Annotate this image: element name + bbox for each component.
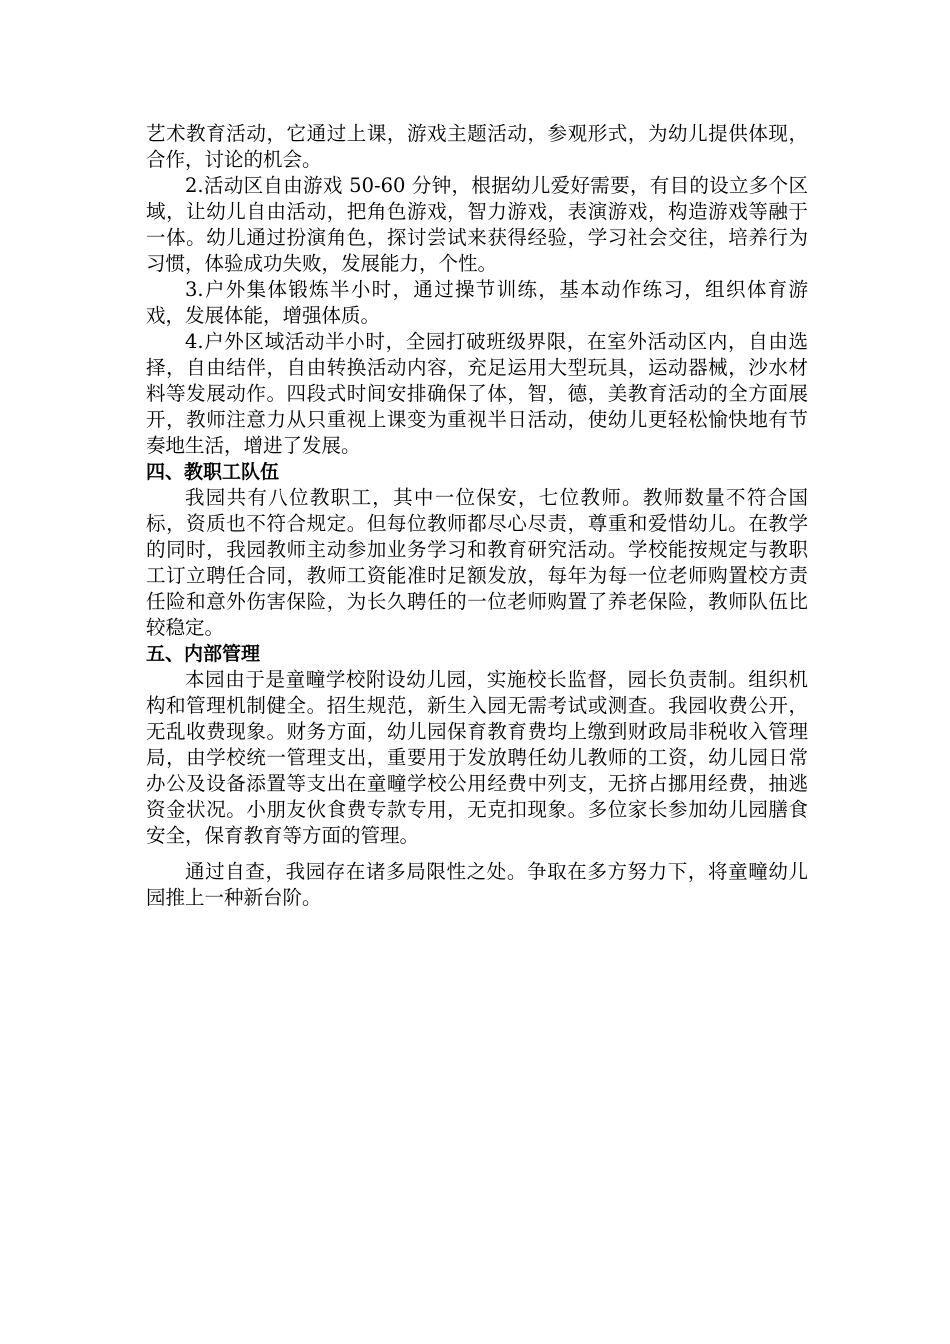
section-heading-management: 五、内部管理 <box>146 643 261 665</box>
paragraph-continued: 艺术教育活动，它通过上课，游戏主题活动，参观形式，为幼儿提供体现，合作，讨论的机会。 <box>146 122 808 171</box>
paragraph-item-3: 3.户外集体锻炼半小时，通过操节训练，基本动作练习，组织体育游戏，发展体能，增强体质。 <box>146 278 808 327</box>
paragraph-conclusion: 通过自查，我园存在诸多局限性之处。争取在多方努力下，将童疃幼儿园推上一种新台阶。 <box>146 860 808 909</box>
document-page <box>146 121 808 911</box>
paragraph-management: 本园由于是童疃学校附设幼儿园，实施校长监督，园长负责制。组织机构和管理机制健全。招生规范，新生入园无需考试或测查。我园收费公开，无乱收费现象。财务方面，幼儿园保育教育费均上缴到财政局非税收入管理局，由学校统一管理支出，重要用于发放聘任幼儿教师的工资，幼儿园日常办公及设备添置等支出在童疃学校公用经费中列支，无挤占挪用经费，抽逃资金状况。小朋友伙食费专款专用，无克扣现象。多位家长参加幼儿园膳食安全，保育教育等方面的管理。 <box>146 668 808 847</box>
section-heading-staff: 四、教职工队伍 <box>146 461 280 483</box>
paragraph-item-4: 4.户外区域活动半小时，全园打破班级界限，在室外活动区内，自由选择，自由结伴，自由转换活动内容，充足运用大型玩具，运动器械，沙水材料等发展动作。四段式时间安排确保了体，智，德，美教育活动的全方面展开，教师注意力从只重视上课变为重视半日活动，使幼儿更轻松愉快地有节奏地生活，增进了发展。 <box>146 330 808 457</box>
paragraph-item-2: 2.活动区自由游戏 50-60 分钟，根据幼儿爱好需要，有目的设立多个区域，让幼儿自由活动，把角色游戏，智力游戏，表演游戏，构造游戏等融于一体。幼儿通过扮演角色，探讨尝试来获得经验，学习社会交往，培养行为习惯，体验成功失败，发展能力，个性。 <box>146 174 808 275</box>
paragraph-staff: 我园共有八位教职工，其中一位保安，七位教师。教师数量不符合国标，资质也不符合规定。但每位教师都尽心尽责，尊重和爱惜幼儿。在教学的同时，我园教师主动参加业务学习和教育研究活动。学校能按规定与教职工订立聘任合同，教师工资能准时足额发放，每年为每一位老师购置校方责任险和意外伤害保险，为长久聘任的一位老师购置了养老保险，教师队伍比较稳定。 <box>146 486 808 639</box>
